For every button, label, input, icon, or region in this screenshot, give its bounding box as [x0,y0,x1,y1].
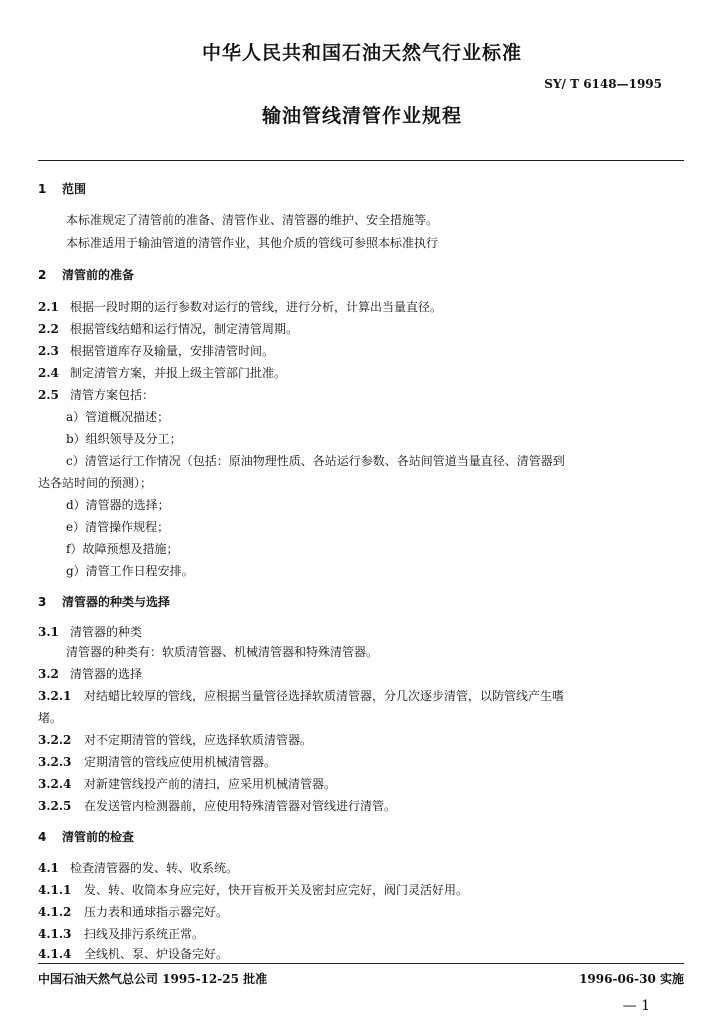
clause-4-1-4 [38,945,228,962]
list-item-f: f）故障预想及措施； [66,542,179,556]
clause-number: 3.2 [38,667,59,681]
clause-text: 全线机、泵、炉设备完好。 [84,947,229,961]
clause-text: 对新建管线投产前的清扫，应采用机械清管器。 [84,777,337,791]
list-item-b: b）组织领导及分工； [66,432,182,446]
clause-text: 清管方案包括： [70,388,155,402]
list-item-d: d）清管器的选择； [66,498,170,512]
list-item-c: c）清管运行工作情况（包括：原油物理性质、各站运行参数、各站间管道当量直径、清管器到 [66,454,565,468]
paragraph: 清管器的种类有：软质清管器、机械清管器和特殊清管器。 [66,645,379,659]
page-number: — 1 [622,998,650,1014]
clause-number: 4.1.4 [38,947,72,961]
list-item-e: e）清管操作规程； [66,520,170,534]
paragraph: 本标准适用于输油管道的清管作业，其他介质的管线可参照本标准执行 [66,236,439,250]
section-heading-4 [38,828,134,845]
clause-3-2-4 [38,775,336,792]
clause-number: 4.1.3 [38,927,72,941]
footer-divider [38,963,684,964]
section-heading-1 [38,180,86,197]
paragraph: 本标准规定了清管前的准备、清管作业、清管器的维护、安全措施等。 [66,213,439,227]
clause-text: 清管器的选择 [70,667,143,681]
document-title: 输油管线清管作业规程 [261,105,462,127]
clause-2-4 [38,364,286,381]
section-title: 清管前的准备 [62,268,135,282]
clause-number: 2.3 [38,344,59,358]
clause-2-2 [38,320,298,337]
clause-4-1-3 [38,925,204,942]
clause-text: 发、转、收筒本身应完好，快开盲板开关及密封应完好，阀门灵活好用。 [84,883,469,897]
list-item-c-continued: 达各站时间的预测）； [38,476,153,490]
clause-text: 检查清管器的发、转、收系统。 [70,861,239,875]
section-title: 范围 [62,182,87,196]
clause-3-2-3 [38,753,276,770]
section-number: 2 [38,268,47,282]
section-number: 4 [38,830,47,844]
implementation-date: 1996-06-30 实施 [579,972,684,986]
clause-number: 2.2 [38,322,59,336]
clause-text: 清管器的种类 [70,625,143,639]
clause-2-1 [38,298,442,315]
clause-text: 扫线及排污系统正常。 [84,927,205,941]
clause-number: 4.1.2 [38,905,72,919]
clause-3-2-1 [38,687,564,704]
list-item-g: g）清管工作日程安排。 [66,564,194,578]
section-number: 1 [38,182,47,196]
clause-3-2 [38,665,142,682]
clause-number: 4.1 [38,861,59,875]
clause-4-1-2 [38,903,228,920]
clause-number: 2.5 [38,388,59,402]
clause-3-2-5 [38,797,396,814]
clause-number: 3.2.4 [38,777,72,791]
clause-2-3 [38,342,274,359]
section-heading-2 [38,266,134,283]
clause-text: 根据管道库存及输量，安排清管时间。 [70,344,275,358]
list-item-a: a）管道概况描述； [66,410,170,424]
clause-text: 对不定期清管的管线，应选择软质清管器。 [84,733,313,747]
clause-4-1 [38,859,238,876]
section-title: 清管前的检查 [62,830,135,844]
clause-number: 3.2.5 [38,799,72,813]
clause-text: 制定清管方案，并报上级主管部门批准。 [70,366,287,380]
clause-text: 定期清管的管线应使用机械清管器。 [84,755,277,769]
clause-number: 2.1 [38,300,59,314]
clause-number: 3.1 [38,625,59,639]
clause-4-1-1 [38,881,468,898]
section-number: 3 [38,595,47,609]
standard-code: SY/ T 6148—1995 [544,77,662,91]
clause-text: 对结蜡比较厚的管线，应根据当量管径选择软质清管器，分几次逐步清管，以防管线产生嗜 [84,689,565,703]
clause-3-1 [38,623,142,640]
clause-3-2-1-continued: 堵。 [38,711,63,725]
section-title: 清管器的种类与选择 [62,595,171,609]
clause-text: 在发送管内检测器前，应使用特殊清管器对管线进行清管。 [84,799,397,813]
clause-2-5 [38,386,154,403]
clause-number: 2.4 [38,366,59,380]
clause-number: 3.2.2 [38,733,72,747]
approval-line: 中国石油天然气总公司 1995-12-25 批准 [38,972,268,986]
clause-number: 3.2.3 [38,755,72,769]
header-divider [38,160,684,161]
clause-text: 根据管线结蜡和运行情况，制定清管周期。 [70,322,299,336]
clause-number: 4.1.1 [38,883,72,897]
clause-text: 压力表和通球指示器完好。 [84,905,229,919]
clause-3-2-2 [38,731,312,748]
standard-title: 中华人民共和国石油天然气行业标准 [201,42,522,64]
clause-number: 3.2.1 [38,689,72,703]
clause-text: 根据一段时期的运行参数对运行的管线，进行分析，计算出当量直径。 [70,300,443,314]
section-heading-3 [38,593,170,610]
